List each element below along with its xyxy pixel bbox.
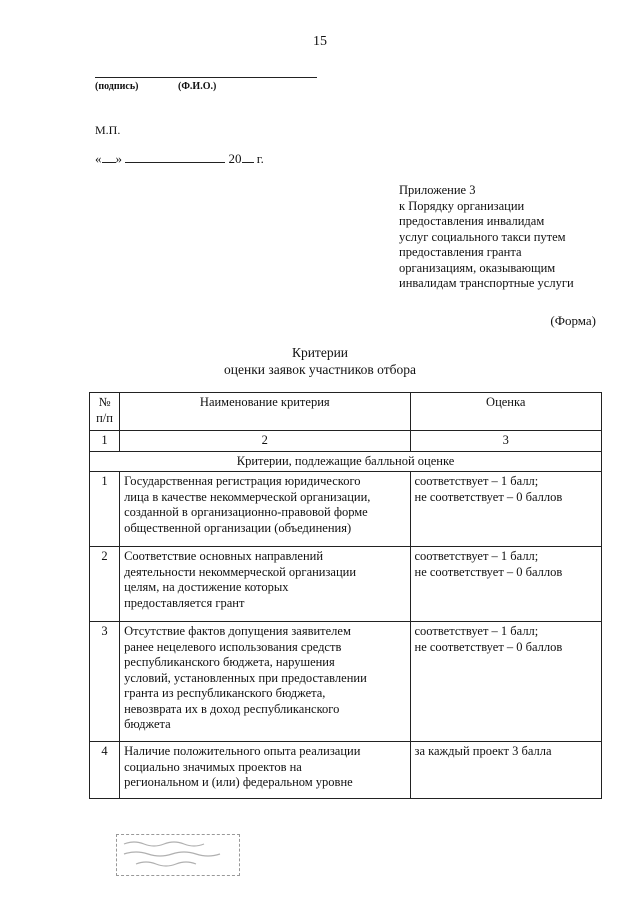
day-blank — [102, 151, 116, 163]
criterion-text: Соответствие основных направлений деятельности некоммерческой организации целям, на достижение которых предоставляется грант — [120, 547, 410, 622]
date-close-quote: » — [115, 151, 122, 166]
table-row — [90, 547, 602, 622]
year-prefix: 20 — [228, 151, 242, 166]
column-number: 2 — [120, 431, 410, 452]
date-line — [95, 151, 264, 167]
document-title: Критерии — [291, 345, 349, 360]
section-title: Критерии, подлежащие балльной оценке — [90, 451, 602, 472]
appendix-line: к Порядку организации — [399, 198, 525, 213]
criterion-text: Наличие положительного опыта реализации социально значимых проектов на региональном и (или) федеральном уровне — [120, 742, 410, 799]
page-number: 15 — [313, 34, 327, 49]
row-number: 2 — [90, 547, 120, 622]
month-blank — [125, 151, 225, 163]
appendix-reference — [399, 183, 574, 292]
criteria-table — [89, 392, 602, 799]
appendix-line: услуг социального такси путем — [399, 229, 566, 244]
document-subtitle: оценки заявок участников отбора — [224, 362, 416, 377]
appendix-line: предоставления инвалидам — [399, 214, 545, 228]
row-number: 1 — [90, 472, 120, 547]
criterion-text: Государственная регистрация юридического лица в качестве некоммерческой организации, созданной в организационно-правовой форме общественной организации (объединения) — [120, 472, 410, 547]
column-numbering-row — [90, 431, 602, 452]
score-text: соответствует – 1 балл; не соответствует – 0 баллов — [410, 547, 602, 622]
column-number: 3 — [410, 431, 602, 452]
score-text: соответствует – 1 балл; не соответствует – 0 баллов — [410, 622, 602, 742]
row-number: 4 — [90, 742, 120, 799]
table-row — [90, 472, 602, 547]
full-name-label: (Ф.И.О.) — [178, 81, 217, 92]
appendix-line: инвалидам транспортные услуги — [399, 276, 574, 290]
header-criterion-name: Наименование критерия — [120, 393, 410, 431]
year-blank — [242, 151, 254, 163]
table-header-row — [90, 393, 602, 431]
score-text: соответствует – 1 балл; не соответствует – 0 баллов — [410, 472, 602, 547]
section-row — [90, 451, 602, 472]
form-label: (Форма) — [550, 313, 596, 328]
header-number: № п/п — [90, 393, 120, 431]
signature-line — [95, 77, 317, 78]
header-score: Оценка — [410, 393, 602, 431]
appendix-line: организациям, оказывающим — [399, 260, 556, 275]
column-number: 1 — [90, 431, 120, 452]
year-suffix: г. — [253, 151, 264, 166]
date-open-quote: « — [95, 151, 102, 166]
signature-label: (подпись) — [95, 81, 139, 92]
stamp-scribble-icon — [122, 838, 234, 872]
appendix-line: Приложение 3 — [399, 183, 476, 197]
stamp-place-label: М.П. — [95, 123, 121, 137]
score-text: за каждый проект 3 балла — [410, 742, 602, 799]
electronic-signature-stamp — [116, 834, 240, 876]
table-row — [90, 622, 602, 742]
row-number: 3 — [90, 622, 120, 742]
appendix-line: предоставления гранта — [399, 245, 522, 259]
criterion-text: Отсутствие фактов допущения заявителем ранее нецелевого использования средств республиканского бюджета, нарушения условий, установленных при предоставлении гранта из республиканского бюджета, невозврата их в доход республиканского бюджета — [120, 622, 410, 742]
table-row — [90, 742, 602, 799]
